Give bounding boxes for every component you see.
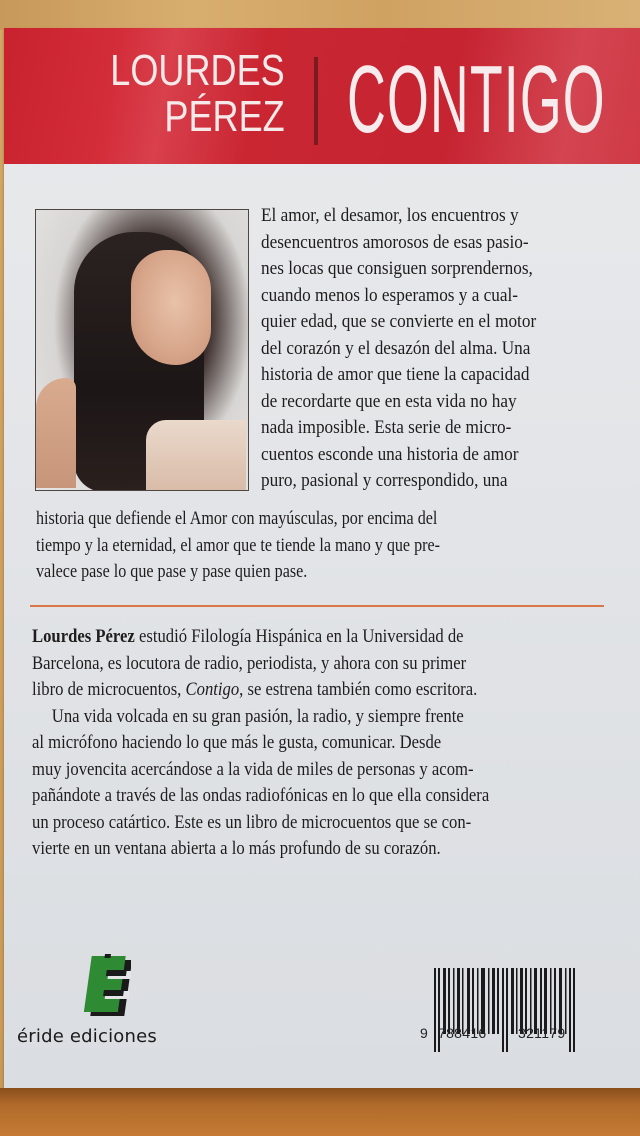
green-e-logo-icon [79, 954, 131, 1020]
bio-book-title: Contigo [185, 680, 240, 700]
blurb-line: nada imposible. Esta serie de micro- [261, 418, 512, 438]
author-photo [35, 209, 249, 491]
bio-line: pañándote a través de las ondas radiofónicas en lo que ella considera [32, 786, 490, 806]
author-name [111, 48, 285, 140]
wooden-table-top [0, 0, 640, 30]
blurb-line: de recordarte que en esta vida no hay [261, 391, 517, 412]
blurb-line: valece pase lo que pase y pase quien pase. [36, 562, 308, 582]
isbn-lead-digit: 9 [420, 1025, 428, 1041]
blurb-line: nes locas que consiguen sorprendernos, [261, 259, 533, 279]
bio-author-name: Lourdes Pérez [32, 627, 135, 647]
blurb-line: puro, pasional y correspondido, una [261, 471, 508, 491]
blurb-line: historia que defiende el Amor con mayúsculas, por encima del [36, 509, 438, 529]
bio-line: muy jovencita acercándose a la vida de miles de personas y acom- [32, 759, 474, 780]
bio-text: estudió Filología Hispánica en la Universidad de [134, 627, 464, 647]
isbn-right-group: 321179 [518, 1025, 566, 1041]
blurb-line: cuando menos lo esperamos y a cual- [261, 285, 519, 306]
bio-line: Barcelona, es locutora de radio, periodista, y ahora con su primer [32, 653, 467, 674]
title-divider [314, 57, 318, 145]
blurb-line: El amor, el desamor, los encuentros y [261, 206, 519, 226]
blurb-line: quier edad, que se convierte en el motor [261, 312, 537, 332]
bio-text: libro de microcuentos, [32, 680, 186, 700]
bio-line: Una vida volcada en su gran pasión, la radio, y siempre frente [51, 706, 464, 727]
bio-line [32, 624, 489, 651]
photo-face [131, 250, 211, 365]
author-last-name: PÉREZ [164, 92, 285, 141]
orange-divider-rule [30, 605, 604, 607]
photo-shoulder [36, 378, 76, 488]
blurb-line: cuentos esconde una historia de amor [261, 444, 519, 465]
book-title: CONTIGO [347, 46, 606, 153]
bio-line: al micrófono haciendo lo que más le gusta, comunicar. Desde [32, 733, 442, 753]
bio-text: , se estrena también como escritora. [239, 680, 478, 700]
blurb-line: historia de amor que tiene la capacidad [261, 365, 530, 385]
book-back-cover [4, 28, 640, 1090]
publisher-name: éride ediciones [17, 1026, 157, 1047]
wooden-table-bottom [0, 1088, 640, 1136]
blurb-line: tiempo y la eternidad, el amor que te tiende la mano y que pre- [36, 535, 441, 556]
photo-clothing [146, 420, 246, 490]
author-first-name: LOURDES [110, 46, 285, 95]
bio-line: un proceso catártico. Este es un libro de microcuentos que se con- [32, 812, 472, 833]
blurb-text-beside-photo [261, 203, 536, 495]
red-title-band [4, 28, 640, 164]
bio-line [32, 677, 489, 704]
isbn-left-group: 788416 [438, 1025, 487, 1041]
blurb-text-full-width [36, 506, 440, 586]
author-bio [32, 624, 489, 863]
bio-line: vierte en un ventana abierta a lo más profundo de su corazón. [32, 839, 441, 859]
blurb-line: del corazón y el desazón del alma. Una [261, 338, 531, 359]
blurb-line: desencuentros amorosos de esas pasio- [261, 232, 529, 253]
